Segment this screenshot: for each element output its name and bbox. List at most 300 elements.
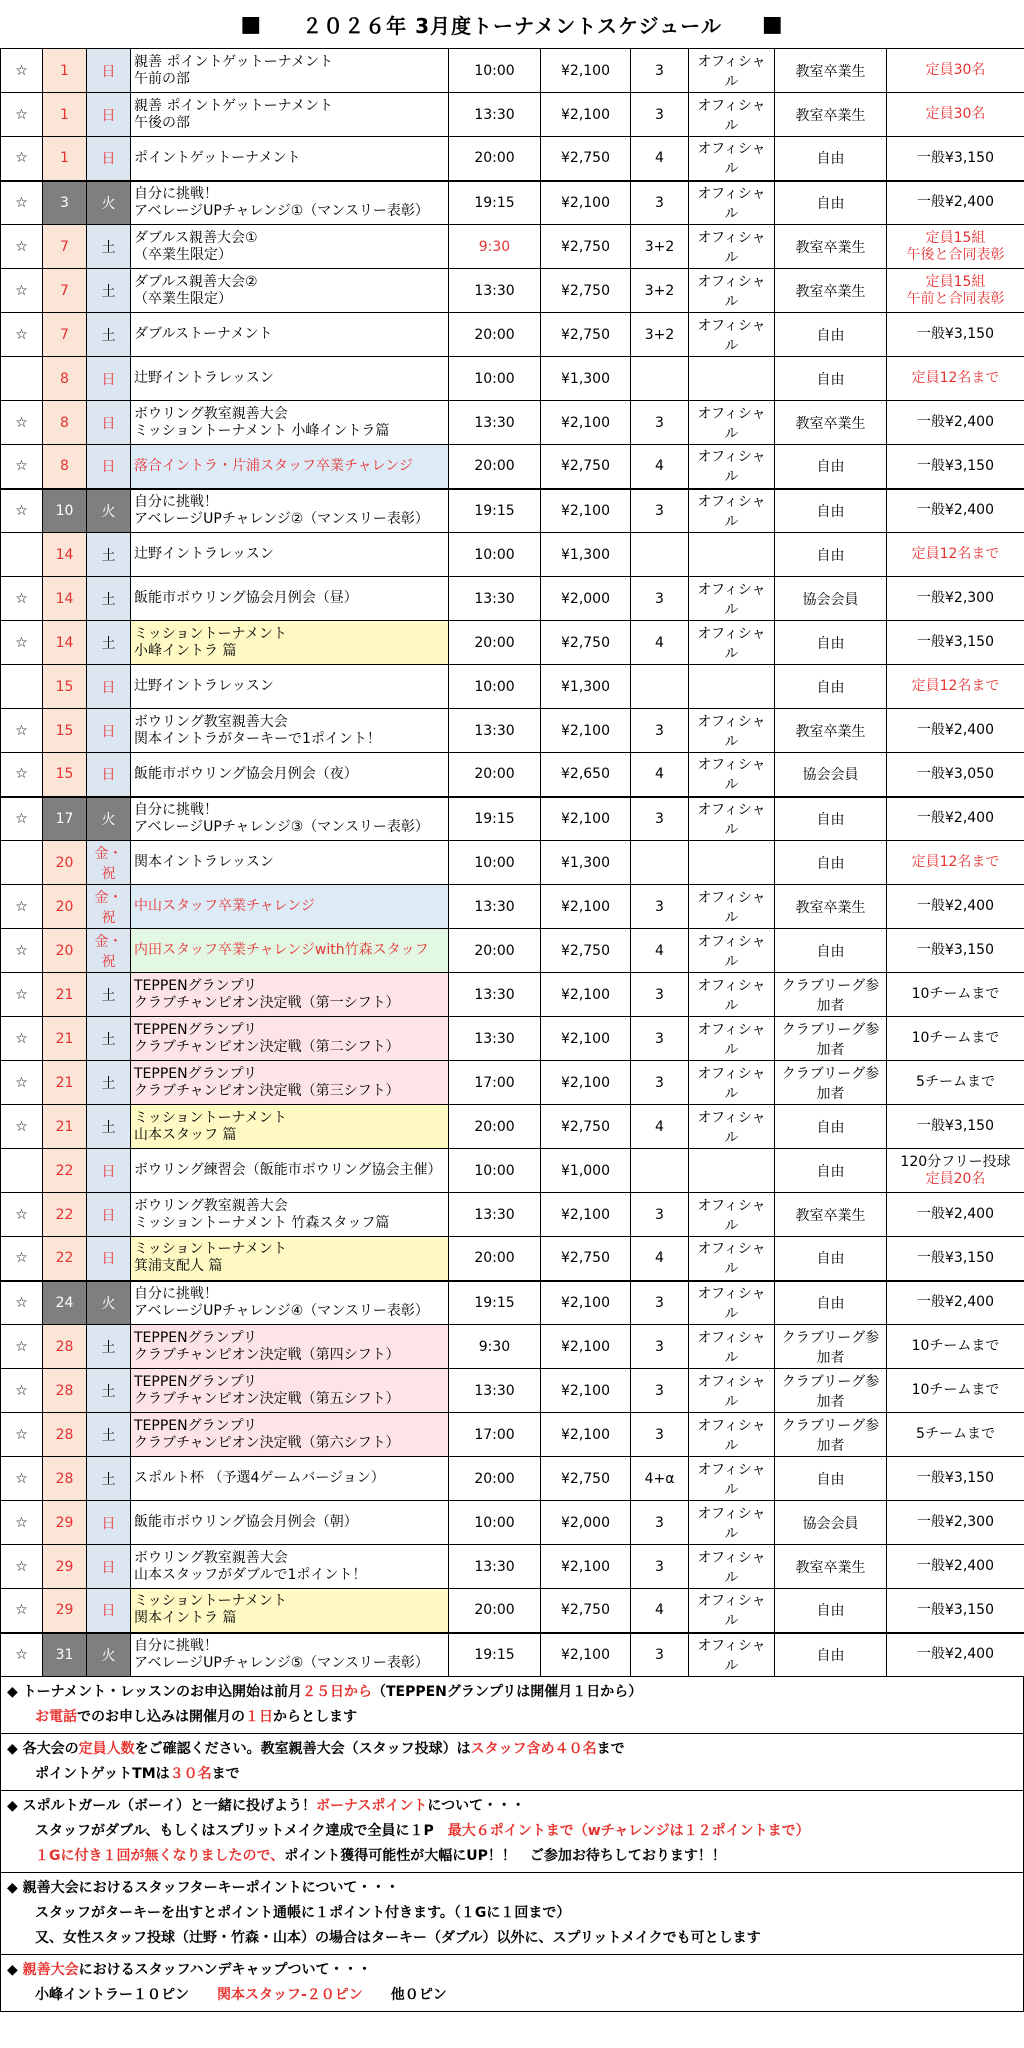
- event-name: ボウリング教室親善大会 ミッショントーナメント 小峰イントラ篇: [131, 401, 449, 445]
- day-cell: 21: [43, 1105, 87, 1149]
- table-row: [1, 929, 1024, 973]
- day-cell: 20: [43, 929, 87, 973]
- games-cell: 4: [631, 137, 689, 181]
- event-name: 関本イントラレッスン: [131, 841, 449, 885]
- note-cell: 一般¥3,150: [887, 445, 1024, 489]
- event-name: TEPPENグランプリ クラブチャンピオン決定戦（第六シフト）: [131, 1413, 449, 1457]
- time-cell: 13:30: [449, 1193, 541, 1237]
- note-block: [1, 1791, 1023, 1873]
- note-line: [7, 1876, 1017, 1901]
- type-cell: オフィシャル: [689, 1457, 775, 1501]
- table-row: [1, 577, 1024, 621]
- table-row: [1, 1237, 1024, 1281]
- price-cell: ¥2,650: [541, 753, 631, 797]
- note-text: まで: [211, 1766, 240, 1782]
- note-cell: 10チームまで: [887, 1369, 1024, 1413]
- day-cell: 14: [43, 621, 87, 665]
- games-cell: 3+2: [631, 269, 689, 313]
- time-cell: 17:00: [449, 1061, 541, 1105]
- eligibility-cell: 教室卒業生: [775, 1193, 887, 1237]
- price-cell: ¥2,100: [541, 1017, 631, 1061]
- price-cell: ¥2,100: [541, 401, 631, 445]
- note-text: スタッフがダブル、もしくはスプリットメイク達成で全員に１P: [35, 1823, 448, 1839]
- type-cell: [689, 841, 775, 885]
- note-cell: 定員15組 午前と合同表彰: [887, 269, 1024, 313]
- time-cell: 19:15: [449, 797, 541, 841]
- time-cell: 20:00: [449, 137, 541, 181]
- star-icon: ☆: [1, 1017, 43, 1061]
- weekday-cell: 日: [87, 1193, 131, 1237]
- games-cell: 3: [631, 1061, 689, 1105]
- star-icon: ☆: [1, 1193, 43, 1237]
- day-cell: 22: [43, 1149, 87, 1193]
- weekday-cell: 金・祝: [87, 885, 131, 929]
- games-cell: 3: [631, 1017, 689, 1061]
- games-cell: 3: [631, 1413, 689, 1457]
- table-row: [1, 1457, 1024, 1501]
- event-name: 飯能市ボウリング協会月例会（朝）: [131, 1501, 449, 1545]
- note-line: [7, 1819, 1017, 1844]
- event-name: 自分に挑戦！ アベレージUPチャレンジ⑤（マンスリー表彰）: [131, 1633, 449, 1677]
- note-cell: 一般¥3,150: [887, 1237, 1024, 1281]
- price-cell: ¥1,300: [541, 665, 631, 709]
- price-cell: ¥2,100: [541, 885, 631, 929]
- eligibility-cell: 協会会員: [775, 1501, 887, 1545]
- star-icon: ☆: [1, 1369, 43, 1413]
- weekday-cell: 土: [87, 1325, 131, 1369]
- eligibility-cell: 教室卒業生: [775, 49, 887, 93]
- games-cell: 3: [631, 1369, 689, 1413]
- eligibility-cell: 自由: [775, 137, 887, 181]
- games-cell: 4: [631, 621, 689, 665]
- time-cell: 13:30: [449, 1545, 541, 1589]
- eligibility-cell: 自由: [775, 1457, 887, 1501]
- eligibility-cell: 自由: [775, 1237, 887, 1281]
- day-cell: 21: [43, 1017, 87, 1061]
- time-cell: 20:00: [449, 1237, 541, 1281]
- time-cell: 10:00: [449, 533, 541, 577]
- event-name: ミッショントーナメント 関本イントラ 篇: [131, 1589, 449, 1633]
- table-row: [1, 489, 1024, 533]
- price-cell: ¥2,100: [541, 1281, 631, 1325]
- event-name: ダブルス親善大会② （卒業生限定）: [131, 269, 449, 313]
- time-cell: 10:00: [449, 357, 541, 401]
- eligibility-cell: クラブリーグ参加者: [775, 1017, 887, 1061]
- event-name: ミッショントーナメント 箕浦支配人 篇: [131, 1237, 449, 1281]
- games-cell: 4+α: [631, 1457, 689, 1501]
- event-name: ミッショントーナメント 小峰イントラ 篇: [131, 621, 449, 665]
- time-cell: 19:15: [449, 489, 541, 533]
- day-cell: 14: [43, 533, 87, 577]
- eligibility-cell: クラブリーグ参加者: [775, 1369, 887, 1413]
- note-line: [7, 1794, 1017, 1819]
- star-icon: ☆: [1, 1105, 43, 1149]
- table-row: [1, 49, 1024, 93]
- note-text: 小峰イントラー１０ピン: [35, 1987, 217, 2003]
- time-cell: 10:00: [449, 841, 541, 885]
- note-text: ボーナスポイント: [315, 1798, 428, 1814]
- price-cell: ¥2,100: [541, 1325, 631, 1369]
- type-cell: オフィシャル: [689, 1325, 775, 1369]
- day-cell: 3: [43, 181, 87, 225]
- star-icon: ☆: [1, 49, 43, 93]
- note-text: 又、女性スタッフ投球（辻野・竹森・山本）の場合はターキー（ダブル）以外に、スプリットメイクでも可とします: [35, 1930, 761, 1946]
- note-block: [1, 1955, 1023, 2012]
- day-cell: 31: [43, 1633, 87, 1677]
- weekday-cell: 日: [87, 445, 131, 489]
- eligibility-cell: クラブリーグ参加者: [775, 1413, 887, 1457]
- note-text: 他０ピン: [362, 1987, 447, 2003]
- note-cell: 一般¥3,150: [887, 1457, 1024, 1501]
- type-cell: オフィシャル: [689, 489, 775, 533]
- day-cell: 1: [43, 137, 87, 181]
- event-name: TEPPENグランプリ クラブチャンピオン決定戦（第三シフト）: [131, 1061, 449, 1105]
- weekday-cell: 土: [87, 1369, 131, 1413]
- time-cell: 20:00: [449, 445, 541, 489]
- star-icon: ☆: [1, 1501, 43, 1545]
- eligibility-cell: 自由: [775, 1589, 887, 1633]
- price-cell: ¥2,100: [541, 1369, 631, 1413]
- time-cell: 19:15: [449, 181, 541, 225]
- time-cell: 13:30: [449, 1017, 541, 1061]
- price-cell: ¥2,100: [541, 973, 631, 1017]
- page-title: [0, 0, 1024, 48]
- note-text: お電話: [35, 1709, 77, 1725]
- price-cell: ¥2,100: [541, 1633, 631, 1677]
- day-cell: 29: [43, 1545, 87, 1589]
- note-text: をご確認ください。教室親善大会（スタッフ投球）は: [134, 1741, 471, 1757]
- price-cell: ¥2,000: [541, 577, 631, 621]
- event-name: TEPPENグランプリ クラブチャンピオン決定戦（第四シフト）: [131, 1325, 449, 1369]
- note-cell: [887, 1149, 1024, 1193]
- note-cell: 一般¥2,400: [887, 797, 1024, 841]
- event-name: ボウリング教室親善大会 関本イントラがターキーで1ポイント！: [131, 709, 449, 753]
- note-text: 最大６ポイントまで（wチャレンジは１２ポイントまで）: [447, 1823, 810, 1839]
- time-cell: 19:15: [449, 1281, 541, 1325]
- games-cell: 4: [631, 445, 689, 489]
- time-cell: 9:30: [449, 225, 541, 269]
- weekday-cell: 火: [87, 1633, 131, 1677]
- note-cell: 定員15組 午後と合同表彰: [887, 225, 1024, 269]
- price-cell: ¥2,750: [541, 1237, 631, 1281]
- price-cell: ¥2,000: [541, 1501, 631, 1545]
- type-cell: オフィシャル: [689, 1633, 775, 1677]
- star-icon: [1, 357, 43, 401]
- weekday-cell: 日: [87, 49, 131, 93]
- weekday-cell: 日: [87, 1501, 131, 1545]
- price-cell: ¥2,100: [541, 181, 631, 225]
- note-cell: 一般¥2,400: [887, 489, 1024, 533]
- table-row: [1, 1501, 1024, 1545]
- type-cell: [689, 533, 775, 577]
- price-cell: ¥2,750: [541, 1105, 631, 1149]
- star-icon: ☆: [1, 621, 43, 665]
- games-cell: 3: [631, 797, 689, 841]
- price-cell: ¥2,100: [541, 1413, 631, 1457]
- star-icon: ☆: [1, 401, 43, 445]
- note-cell: 定員30名: [887, 93, 1024, 137]
- weekday-cell: 日: [87, 665, 131, 709]
- games-cell: 3: [631, 49, 689, 93]
- time-cell: 9:30: [449, 1325, 541, 1369]
- note-text: ポイントゲットTMは: [35, 1766, 170, 1782]
- table-row: [1, 445, 1024, 489]
- day-cell: 29: [43, 1501, 87, 1545]
- time-cell: 13:30: [449, 401, 541, 445]
- weekday-cell: 日: [87, 1589, 131, 1633]
- note-cell: 定員30名: [887, 49, 1024, 93]
- star-icon: ☆: [1, 93, 43, 137]
- note-cell: 一般¥2,400: [887, 1633, 1024, 1677]
- day-cell: 29: [43, 1589, 87, 1633]
- event-name: 落合イントラ・片浦スタッフ卒業チャレンジ: [131, 445, 449, 489]
- games-cell: 3: [631, 181, 689, 225]
- table-row: [1, 797, 1024, 841]
- event-name: 辻野イントラレッスン: [131, 357, 449, 401]
- type-cell: オフィシャル: [689, 973, 775, 1017]
- eligibility-cell: 教室卒業生: [775, 269, 887, 313]
- table-row: [1, 1545, 1024, 1589]
- eligibility-cell: 自由: [775, 841, 887, 885]
- event-name: TEPPENグランプリ クラブチャンピオン決定戦（第二シフト）: [131, 1017, 449, 1061]
- note-line: [7, 1901, 1017, 1926]
- time-cell: 20:00: [449, 753, 541, 797]
- weekday-cell: 土: [87, 313, 131, 357]
- type-cell: オフィシャル: [689, 93, 775, 137]
- day-cell: 1: [43, 49, 87, 93]
- star-icon: ☆: [1, 885, 43, 929]
- eligibility-cell: 教室卒業生: [775, 93, 887, 137]
- eligibility-cell: 教室卒業生: [775, 401, 887, 445]
- price-cell: ¥2,100: [541, 1061, 631, 1105]
- type-cell: オフィシャル: [689, 225, 775, 269]
- day-cell: 14: [43, 577, 87, 621]
- note-text: 親善大会: [22, 1962, 79, 1978]
- price-cell: ¥2,100: [541, 49, 631, 93]
- time-cell: 13:30: [449, 973, 541, 1017]
- note-cell: 一般¥2,400: [887, 401, 1024, 445]
- note-cell: 一般¥2,400: [887, 181, 1024, 225]
- star-icon: [1, 841, 43, 885]
- event-name: ボウリング教室親善大会 山本スタッフがダブルで1ポイント！: [131, 1545, 449, 1589]
- star-icon: ☆: [1, 489, 43, 533]
- note-block: [1, 1677, 1023, 1734]
- eligibility-cell: 自由: [775, 533, 887, 577]
- games-cell: 3+2: [631, 225, 689, 269]
- time-cell: 20:00: [449, 313, 541, 357]
- eligibility-cell: クラブリーグ参加者: [775, 1325, 887, 1369]
- type-cell: オフィシャル: [689, 137, 775, 181]
- eligibility-cell: 自由: [775, 313, 887, 357]
- star-icon: ☆: [1, 1633, 43, 1677]
- games-cell: 3: [631, 1281, 689, 1325]
- games-cell: 4: [631, 1589, 689, 1633]
- star-icon: ☆: [1, 225, 43, 269]
- note-text: ３０名: [169, 1766, 212, 1782]
- eligibility-cell: 教室卒業生: [775, 709, 887, 753]
- type-cell: オフィシャル: [689, 709, 775, 753]
- note-text: スタッフがターキーを出すとポイント通帳に１ポイント付きます。（１Gに１回まで）: [35, 1905, 571, 1921]
- time-cell: 13:30: [449, 709, 541, 753]
- event-name: ボウリング教室親善大会 ミッショントーナメント 竹森スタッフ篇: [131, 1193, 449, 1237]
- event-name: 飯能市ボウリング協会月例会（夜）: [131, 753, 449, 797]
- note-cell: 一般¥2,400: [887, 1545, 1024, 1589]
- price-cell: ¥1,300: [541, 357, 631, 401]
- time-cell: 13:30: [449, 269, 541, 313]
- games-cell: 3: [631, 577, 689, 621]
- event-name: 親善 ポイントゲットーナメント 午前の部: [131, 49, 449, 93]
- eligibility-cell: 協会会員: [775, 753, 887, 797]
- weekday-cell: 金・祝: [87, 929, 131, 973]
- eligibility-cell: 自由: [775, 445, 887, 489]
- games-cell: 3: [631, 489, 689, 533]
- price-cell: ¥2,100: [541, 1545, 631, 1589]
- star-icon: ☆: [1, 137, 43, 181]
- type-cell: [689, 1149, 775, 1193]
- time-cell: 20:00: [449, 929, 541, 973]
- table-row: [1, 973, 1024, 1017]
- note-text: ◆ 各大会の: [7, 1741, 79, 1757]
- day-cell: 28: [43, 1457, 87, 1501]
- weekday-cell: 金・祝: [87, 841, 131, 885]
- note-cell: 定員12名まで: [887, 533, 1024, 577]
- title-marker-right: ■: [761, 11, 784, 37]
- price-cell: ¥1,300: [541, 533, 631, 577]
- price-cell: ¥2,750: [541, 137, 631, 181]
- note-text: について・・・: [427, 1798, 526, 1814]
- type-cell: オフィシャル: [689, 401, 775, 445]
- weekday-cell: 土: [87, 577, 131, 621]
- type-cell: オフィシャル: [689, 445, 775, 489]
- type-cell: オフィシャル: [689, 797, 775, 841]
- price-cell: ¥2,100: [541, 489, 631, 533]
- note-text: ◆ スポルトガール（ボーイ）と一緒に投げよう！: [7, 1798, 316, 1814]
- time-cell: 13:30: [449, 1369, 541, 1413]
- weekday-cell: 日: [87, 1149, 131, 1193]
- weekday-cell: 土: [87, 1413, 131, 1457]
- price-cell: ¥2,750: [541, 621, 631, 665]
- type-cell: オフィシャル: [689, 621, 775, 665]
- table-row: [1, 1017, 1024, 1061]
- table-row: [1, 401, 1024, 445]
- day-cell: 15: [43, 709, 87, 753]
- games-cell: 3+2: [631, 313, 689, 357]
- table-row: [1, 1325, 1024, 1369]
- type-cell: [689, 665, 775, 709]
- day-cell: 28: [43, 1413, 87, 1457]
- type-cell: オフィシャル: [689, 181, 775, 225]
- time-cell: 20:00: [449, 1457, 541, 1501]
- day-cell: 22: [43, 1193, 87, 1237]
- type-cell: オフィシャル: [689, 1501, 775, 1545]
- table-row: [1, 533, 1024, 577]
- table-row: [1, 93, 1024, 137]
- event-name: ミッショントーナメント 山本スタッフ 篇: [131, 1105, 449, 1149]
- eligibility-cell: 自由: [775, 489, 887, 533]
- table-row: [1, 753, 1024, 797]
- note-block: [1, 1734, 1023, 1791]
- note-cell: 5チームまで: [887, 1061, 1024, 1105]
- weekday-cell: 日: [87, 93, 131, 137]
- weekday-cell: 土: [87, 621, 131, 665]
- note-text: からとします: [273, 1709, 357, 1725]
- games-cell: 3: [631, 1501, 689, 1545]
- time-cell: 10:00: [449, 49, 541, 93]
- day-cell: 22: [43, 1237, 87, 1281]
- note-text: ポイント獲得可能性が大幅にUP！！ ご参加お待ちしております！！: [284, 1848, 726, 1864]
- weekday-cell: 日: [87, 709, 131, 753]
- star-icon: [1, 533, 43, 577]
- weekday-cell: 土: [87, 533, 131, 577]
- note-line: [7, 1705, 1017, 1730]
- price-cell: ¥2,100: [541, 709, 631, 753]
- note-line: [7, 1844, 1017, 1869]
- table-row: [1, 313, 1024, 357]
- type-cell: オフィシャル: [689, 929, 775, 973]
- time-cell: 17:00: [449, 1413, 541, 1457]
- note-block: [1, 1873, 1023, 1955]
- day-cell: 28: [43, 1325, 87, 1369]
- eligibility-cell: 自由: [775, 621, 887, 665]
- event-name: 中山スタッフ卒業チャレンジ: [131, 885, 449, 929]
- table-row: [1, 1589, 1024, 1633]
- price-cell: ¥2,750: [541, 225, 631, 269]
- games-cell: 3: [631, 1545, 689, 1589]
- day-cell: 21: [43, 1061, 87, 1105]
- day-cell: 15: [43, 753, 87, 797]
- weekday-cell: 土: [87, 1457, 131, 1501]
- games-cell: 3: [631, 885, 689, 929]
- day-cell: 8: [43, 445, 87, 489]
- day-cell: 20: [43, 841, 87, 885]
- price-cell: ¥2,750: [541, 929, 631, 973]
- type-cell: オフィシャル: [689, 1281, 775, 1325]
- price-cell: ¥2,750: [541, 1589, 631, 1633]
- table-row: [1, 841, 1024, 885]
- note-text: 関本スタッフ-２０ピン: [217, 1987, 363, 2003]
- price-cell: ¥2,100: [541, 797, 631, 841]
- note-text: スタッフ含め４０名: [470, 1741, 597, 1757]
- eligibility-cell: 自由: [775, 181, 887, 225]
- note-text: ◆ トーナメント・レッスンのお申込開始は前月: [7, 1684, 302, 1700]
- note-cell: 一般¥2,300: [887, 577, 1024, 621]
- note-text: まで: [596, 1741, 625, 1757]
- time-cell: 13:30: [449, 93, 541, 137]
- type-cell: オフィシャル: [689, 1369, 775, 1413]
- weekday-cell: 日: [87, 1237, 131, 1281]
- table-row: [1, 269, 1024, 313]
- note-line: 120分フリー投球: [900, 1153, 1011, 1170]
- note-cell: 一般¥3,150: [887, 1105, 1024, 1149]
- note-text: （TEPPENグランプリは開催月１日から）: [371, 1684, 643, 1700]
- games-cell: 3: [631, 1193, 689, 1237]
- day-cell: 7: [43, 313, 87, 357]
- star-icon: ☆: [1, 753, 43, 797]
- eligibility-cell: 教室卒業生: [775, 1545, 887, 1589]
- event-name: 辻野イントラレッスン: [131, 665, 449, 709]
- note-text: ◆: [7, 1962, 23, 1978]
- type-cell: オフィシャル: [689, 1061, 775, 1105]
- games-cell: 4: [631, 753, 689, 797]
- eligibility-cell: クラブリーグ参加者: [775, 973, 887, 1017]
- table-row: [1, 709, 1024, 753]
- time-cell: 20:00: [449, 1105, 541, 1149]
- type-cell: オフィシャル: [689, 885, 775, 929]
- type-cell: オフィシャル: [689, 1237, 775, 1281]
- day-cell: 17: [43, 797, 87, 841]
- note-cell: 一般¥2,400: [887, 1193, 1024, 1237]
- event-name: 自分に挑戦！ アベレージUPチャレンジ②（マンスリー表彰）: [131, 489, 449, 533]
